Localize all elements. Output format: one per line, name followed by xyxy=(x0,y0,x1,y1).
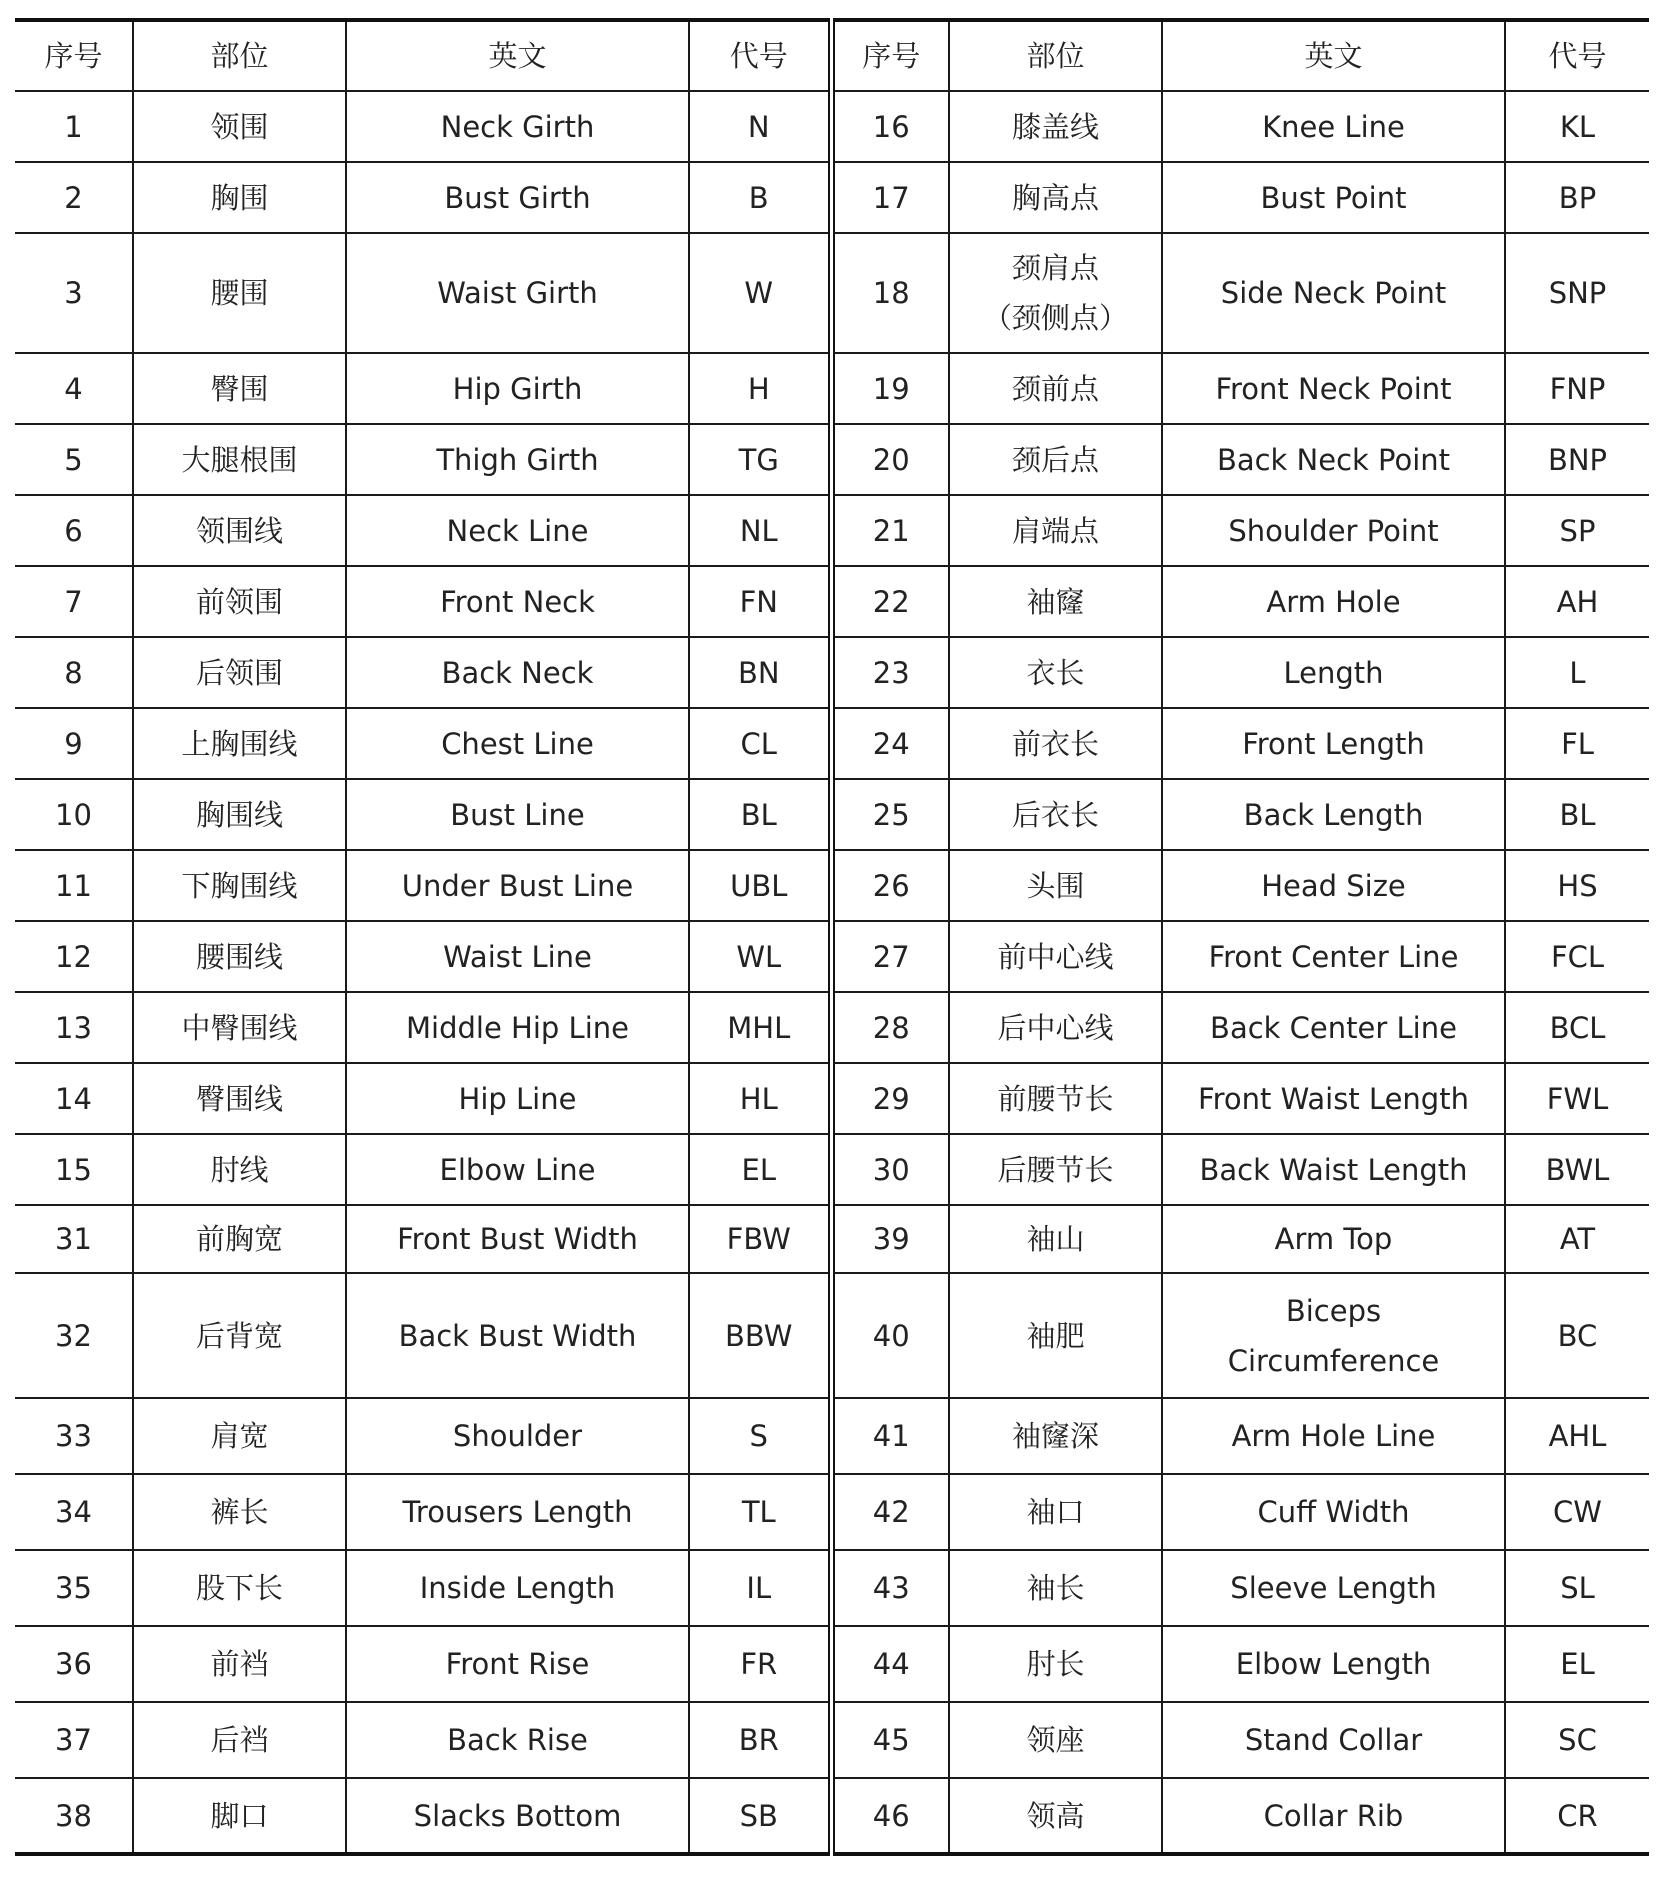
table-row xyxy=(15,779,1649,850)
cell-english: Back Waist Length xyxy=(1162,1134,1505,1205)
cell-english: Shoulder Point xyxy=(1162,495,1505,566)
cell-code: FNP xyxy=(1505,353,1649,424)
cell-part: 前裆 xyxy=(133,1626,346,1702)
cell-code: FL xyxy=(1505,708,1649,779)
table-row xyxy=(15,850,1649,921)
cell-index: 21 xyxy=(831,495,949,566)
header-cell: 序号 xyxy=(15,20,133,91)
cell-part: 袖山 xyxy=(949,1205,1162,1273)
cell-english: Cuff Width xyxy=(1162,1474,1505,1550)
cell-index: 3 xyxy=(15,233,133,353)
table-row xyxy=(15,1626,1649,1702)
cell-index: 43 xyxy=(831,1550,949,1626)
cell-code: H xyxy=(689,353,831,424)
cell-code: SL xyxy=(1505,1550,1649,1626)
cell-code: BNP xyxy=(1505,424,1649,495)
cell-index: 39 xyxy=(831,1205,949,1273)
cell-code: TG xyxy=(689,424,831,495)
cell-english: Bust Girth xyxy=(346,162,689,233)
cell-english: Collar Rib xyxy=(1162,1778,1505,1854)
cell-part: 袖窿深 xyxy=(949,1398,1162,1474)
cell-part: 股下长 xyxy=(133,1550,346,1626)
cell-index: 11 xyxy=(15,850,133,921)
cell-english: Back Center Line xyxy=(1162,992,1505,1063)
cell-english: Back Length xyxy=(1162,779,1505,850)
table-row xyxy=(15,233,1649,353)
table-row xyxy=(15,1550,1649,1626)
cell-english: Length xyxy=(1162,637,1505,708)
cell-index: 37 xyxy=(15,1702,133,1778)
cell-english: Front Neck xyxy=(346,566,689,637)
cell-english: Arm Hole Line xyxy=(1162,1398,1505,1474)
cell-code: CL xyxy=(689,708,831,779)
cell-index: 27 xyxy=(831,921,949,992)
cell-part-line1: 颈肩点 xyxy=(1011,251,1099,285)
cell-english: Bust Line xyxy=(346,779,689,850)
cell-part: 颈前点 xyxy=(949,353,1162,424)
cell-part: 袖口 xyxy=(949,1474,1162,1550)
cell-english: Hip Line xyxy=(346,1063,689,1134)
header-cell: 序号 xyxy=(831,20,949,91)
cell-index: 30 xyxy=(831,1134,949,1205)
cell-code: BCL xyxy=(1505,992,1649,1063)
cell-english: Stand Collar xyxy=(1162,1702,1505,1778)
cell-code: FN xyxy=(689,566,831,637)
table-row xyxy=(15,1134,1649,1205)
cell-index: 23 xyxy=(831,637,949,708)
table-row xyxy=(15,992,1649,1063)
cell-code: SP xyxy=(1505,495,1649,566)
cell-index: 4 xyxy=(15,353,133,424)
cell-english: Elbow Length xyxy=(1162,1626,1505,1702)
cell-code: SNP xyxy=(1505,233,1649,353)
cell-part: 前胸宽 xyxy=(133,1205,346,1273)
cell-index: 26 xyxy=(831,850,949,921)
cell-code: WL xyxy=(689,921,831,992)
cell-english: Neck Line xyxy=(346,495,689,566)
cell-english: Waist Girth xyxy=(346,233,689,353)
cell-english: Arm Top xyxy=(1162,1205,1505,1273)
cell-part: 腰围 xyxy=(133,233,346,353)
cell-english-line2: Circumference xyxy=(1227,1343,1440,1378)
body-measurement-table xyxy=(15,18,1649,1856)
cell-index: 40 xyxy=(831,1273,949,1398)
cell-part: 前腰节长 xyxy=(949,1063,1162,1134)
cell-index: 18 xyxy=(831,233,949,353)
cell-index: 7 xyxy=(15,566,133,637)
cell-part: 胸围 xyxy=(133,162,346,233)
cell-index: 33 xyxy=(15,1398,133,1474)
table-row xyxy=(15,1778,1649,1854)
cell-code: FBW xyxy=(689,1205,831,1273)
table-row xyxy=(15,495,1649,566)
cell-part: 前中心线 xyxy=(949,921,1162,992)
table-row xyxy=(15,1702,1649,1778)
table-row xyxy=(15,708,1649,779)
cell-index: 20 xyxy=(831,424,949,495)
cell-index: 1 xyxy=(15,91,133,162)
cell-english: Thigh Girth xyxy=(346,424,689,495)
cell-index: 32 xyxy=(15,1273,133,1398)
cell-part: 上胸围线 xyxy=(133,708,346,779)
table-row xyxy=(15,1273,1649,1398)
cell-english: Sleeve Length xyxy=(1162,1550,1505,1626)
cell-english: Back Rise xyxy=(346,1702,689,1778)
cell-english: Front Rise xyxy=(346,1626,689,1702)
cell-code: N xyxy=(689,91,831,162)
cell-code: CW xyxy=(1505,1474,1649,1550)
cell-part: 腰围线 xyxy=(133,921,346,992)
cell-index: 17 xyxy=(831,162,949,233)
cell-index: 46 xyxy=(831,1778,949,1854)
cell-code: HL xyxy=(689,1063,831,1134)
cell-part: 肘线 xyxy=(133,1134,346,1205)
cell-code: BBW xyxy=(689,1273,831,1398)
cell-code: IL xyxy=(689,1550,831,1626)
cell-english: Middle Hip Line xyxy=(346,992,689,1063)
cell-code: KL xyxy=(1505,91,1649,162)
cell-code: HS xyxy=(1505,850,1649,921)
cell-index: 45 xyxy=(831,1702,949,1778)
cell-part: 袖肥 xyxy=(949,1273,1162,1398)
cell-code: W xyxy=(689,233,831,353)
cell-index: 8 xyxy=(15,637,133,708)
cell-code: BR xyxy=(689,1702,831,1778)
cell-code: BL xyxy=(689,779,831,850)
cell-part: 领座 xyxy=(949,1702,1162,1778)
cell-index: 22 xyxy=(831,566,949,637)
cell-code: S xyxy=(689,1398,831,1474)
cell-index: 29 xyxy=(831,1063,949,1134)
cell-index: 14 xyxy=(15,1063,133,1134)
cell-english: Front Length xyxy=(1162,708,1505,779)
cell-part: 肩端点 xyxy=(949,495,1162,566)
cell-part: 中臀围线 xyxy=(133,992,346,1063)
cell-english: Hip Girth xyxy=(346,353,689,424)
cell-code: AH xyxy=(1505,566,1649,637)
cell-part: 后背宽 xyxy=(133,1273,346,1398)
cell-part: 袖窿 xyxy=(949,566,1162,637)
cell-english: Front Neck Point xyxy=(1162,353,1505,424)
table-row xyxy=(15,353,1649,424)
cell-english: Inside Length xyxy=(346,1550,689,1626)
table-row xyxy=(15,1205,1649,1273)
cell-part: 下胸围线 xyxy=(133,850,346,921)
cell-part: 前衣长 xyxy=(949,708,1162,779)
cell-index: 9 xyxy=(15,708,133,779)
cell-english: Trousers Length xyxy=(346,1474,689,1550)
cell-english: Chest Line xyxy=(346,708,689,779)
table-row xyxy=(15,1474,1649,1550)
cell-english: Head Size xyxy=(1162,850,1505,921)
cell-english: Neck Girth xyxy=(346,91,689,162)
cell-code: MHL xyxy=(689,992,831,1063)
cell-index: 5 xyxy=(15,424,133,495)
cell-index: 16 xyxy=(831,91,949,162)
cell-index: 10 xyxy=(15,779,133,850)
cell-part: 前领围 xyxy=(133,566,346,637)
cell-english: Knee Line xyxy=(1162,91,1505,162)
cell-part: 后领围 xyxy=(133,637,346,708)
cell-english: Under Bust Line xyxy=(346,850,689,921)
cell-index: 41 xyxy=(831,1398,949,1474)
cell-index: 38 xyxy=(15,1778,133,1854)
cell-part: 大腿根围 xyxy=(133,424,346,495)
cell-index: 42 xyxy=(831,1474,949,1550)
cell-code: SB xyxy=(689,1778,831,1854)
cell-english: Back Neck xyxy=(346,637,689,708)
cell-code: UBL xyxy=(689,850,831,921)
cell-code: BWL xyxy=(1505,1134,1649,1205)
cell-english: Side Neck Point xyxy=(1162,233,1505,353)
cell-code: NL xyxy=(689,495,831,566)
cell-part: 衣长 xyxy=(949,637,1162,708)
cell-english: Back Bust Width xyxy=(346,1273,689,1398)
cell-part: 后裆 xyxy=(133,1702,346,1778)
cell-part: 膝盖线 xyxy=(949,91,1162,162)
cell-index: 6 xyxy=(15,495,133,566)
cell-part: 后衣长 xyxy=(949,779,1162,850)
cell-code: CR xyxy=(1505,1778,1649,1854)
header-cell: 英文 xyxy=(1162,20,1505,91)
table-row xyxy=(15,91,1649,162)
header-cell: 代号 xyxy=(689,20,831,91)
cell-code: AHL xyxy=(1505,1398,1649,1474)
cell-index: 31 xyxy=(15,1205,133,1273)
cell-index: 36 xyxy=(15,1626,133,1702)
table-row xyxy=(15,921,1649,992)
cell-code: FWL xyxy=(1505,1063,1649,1134)
cell-index: 24 xyxy=(831,708,949,779)
cell-index: 2 xyxy=(15,162,133,233)
cell-code: BL xyxy=(1505,779,1649,850)
header-cell: 代号 xyxy=(1505,20,1649,91)
cell-english: Shoulder xyxy=(346,1398,689,1474)
cell-code: AT xyxy=(1505,1205,1649,1273)
cell-index: 12 xyxy=(15,921,133,992)
cell-part: 后中心线 xyxy=(949,992,1162,1063)
cell-part: 胸高点 xyxy=(949,162,1162,233)
cell-part: 颈后点 xyxy=(949,424,1162,495)
cell-code: EL xyxy=(689,1134,831,1205)
cell-part: 袖长 xyxy=(949,1550,1162,1626)
cell-part: 臀围线 xyxy=(133,1063,346,1134)
table-row xyxy=(15,1063,1649,1134)
cell-code: FR xyxy=(689,1626,831,1702)
table-row xyxy=(15,424,1649,495)
cell-code: TL xyxy=(689,1474,831,1550)
cell-index: 19 xyxy=(831,353,949,424)
cell-part: 领围线 xyxy=(133,495,346,566)
cell-index: 15 xyxy=(15,1134,133,1205)
cell-english: Arm Hole xyxy=(1162,566,1505,637)
cell-english: Front Bust Width xyxy=(346,1205,689,1273)
cell-part: 头围 xyxy=(949,850,1162,921)
cell-part: 裤长 xyxy=(133,1474,346,1550)
header-row xyxy=(15,20,1649,91)
cell-code: EL xyxy=(1505,1626,1649,1702)
cell-code: FCL xyxy=(1505,921,1649,992)
cell-part: 后腰节长 xyxy=(949,1134,1162,1205)
measurement-table-container xyxy=(15,18,1649,1856)
cell-part: 肩宽 xyxy=(133,1398,346,1474)
cell-english: Elbow Line xyxy=(346,1134,689,1205)
cell-part: 肘长 xyxy=(949,1626,1162,1702)
cell-code: BN xyxy=(689,637,831,708)
table-row xyxy=(15,1398,1649,1474)
cell-code: B xyxy=(689,162,831,233)
header-cell: 英文 xyxy=(346,20,689,91)
cell-code: L xyxy=(1505,637,1649,708)
table-row xyxy=(15,637,1649,708)
cell-code: BC xyxy=(1505,1273,1649,1398)
cell-index: 13 xyxy=(15,992,133,1063)
cell-part: 胸围线 xyxy=(133,779,346,850)
cell-index: 35 xyxy=(15,1550,133,1626)
cell-index: 28 xyxy=(831,992,949,1063)
cell-english: Front Waist Length xyxy=(1162,1063,1505,1134)
cell-part: 臀围 xyxy=(133,353,346,424)
cell-code: SC xyxy=(1505,1702,1649,1778)
cell-english: Front Center Line xyxy=(1162,921,1505,992)
cell-index: 25 xyxy=(831,779,949,850)
cell-code: BP xyxy=(1505,162,1649,233)
cell-english: Waist Line xyxy=(346,921,689,992)
cell-english: Slacks Bottom xyxy=(346,1778,689,1854)
cell-index: 34 xyxy=(15,1474,133,1550)
cell-part xyxy=(949,233,1162,353)
cell-part: 领高 xyxy=(949,1778,1162,1854)
table-row xyxy=(15,162,1649,233)
cell-english xyxy=(1162,1273,1505,1398)
header-cell: 部位 xyxy=(133,20,346,91)
cell-english-line1: Biceps xyxy=(1285,1293,1382,1328)
cell-index: 44 xyxy=(831,1626,949,1702)
table-body xyxy=(15,20,1649,1854)
table-row xyxy=(15,566,1649,637)
cell-english: Bust Point xyxy=(1162,162,1505,233)
cell-part: 脚口 xyxy=(133,1778,346,1854)
cell-part: 领围 xyxy=(133,91,346,162)
cell-english: Back Neck Point xyxy=(1162,424,1505,495)
header-cell: 部位 xyxy=(949,20,1162,91)
cell-part-line2: （颈侧点） xyxy=(982,301,1128,335)
